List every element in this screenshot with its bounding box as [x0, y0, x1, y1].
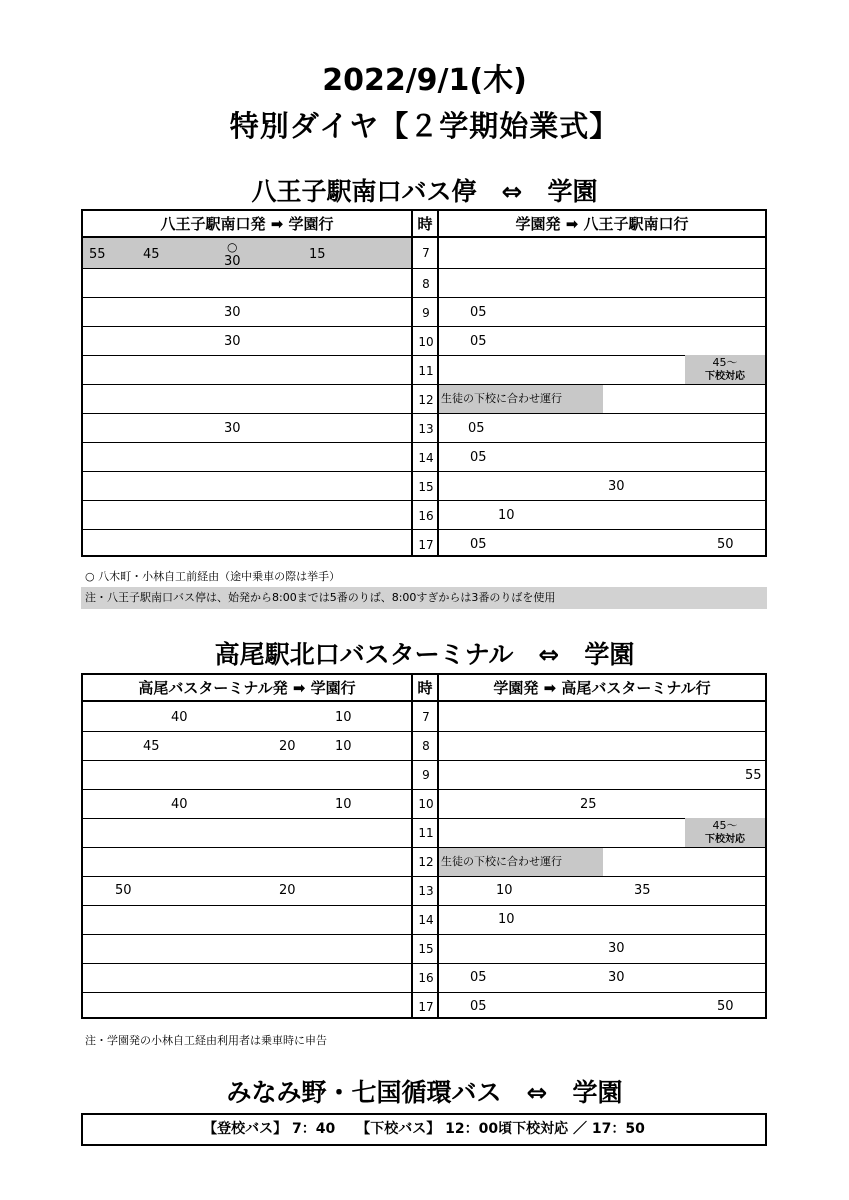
time-value: 30	[224, 334, 241, 349]
hour-cell: 16	[418, 509, 434, 523]
section3-info: 【登校バス】 7：40 【下校バス】 12：00頃下校対応 ／ 17：50	[81, 1113, 767, 1146]
hour-cell: 13	[418, 884, 434, 898]
dismissal-note-box: 生徒の下校に合わせ運行	[439, 848, 603, 876]
time-value: 05	[468, 421, 485, 436]
box-label-top: 45～	[712, 819, 738, 832]
dismissal-note-box: 生徒の下校に合わせ運行	[439, 385, 603, 413]
time-value: 05	[470, 537, 487, 552]
hour-cell: 7	[422, 246, 430, 260]
s1-hour-header: 時	[411, 211, 439, 238]
page-date: 2022/9/1(木)	[322, 63, 527, 98]
hour-cell: 8	[422, 277, 430, 291]
hour-cell: 16	[418, 971, 434, 985]
hour-cell: 12	[418, 393, 434, 407]
time-value: 10	[498, 508, 515, 523]
s1-left-header: 八王子駅南口発 ➡ 学園行	[83, 211, 411, 238]
time-value: 05	[470, 970, 487, 985]
box-label-bottom: 下校対応	[705, 834, 745, 845]
hour-cell: 14	[418, 913, 434, 927]
hour-cell: 10	[418, 335, 434, 349]
s2-hour-header: 時	[411, 675, 439, 702]
hour-cell: 9	[422, 768, 430, 782]
time-value: 30	[224, 421, 241, 436]
time-value: 30	[608, 479, 625, 494]
s2-left-header: 高尾バスターミナル発 ➡ 学園行	[83, 675, 411, 702]
time-value: 20	[279, 883, 296, 898]
section2-title: 高尾駅北口バスターミナル ⇔ 学園	[214, 640, 635, 669]
hour-cell: 17	[418, 1000, 434, 1014]
section2-note: 注・学園発の小林自工経由利用者は乗車時に申告	[85, 1034, 327, 1047]
time-value: 55	[745, 768, 762, 783]
time-value: 15	[309, 247, 326, 262]
time-value: 10	[498, 912, 515, 927]
dismissal-box	[685, 818, 765, 847]
via-circle-icon: ○	[227, 240, 238, 254]
time-value: 55	[89, 247, 106, 262]
time-value: 45	[143, 247, 160, 262]
time-value: 10	[335, 739, 352, 754]
time-value: 05	[470, 334, 487, 349]
time-value: 10	[496, 883, 513, 898]
time-value: 30	[608, 941, 625, 956]
hour-cell: 14	[418, 451, 434, 465]
hour-cell: 11	[418, 364, 434, 378]
section1-title: 八王子駅南口バス停 ⇔ 学園	[251, 177, 598, 206]
time-value: 30	[608, 970, 625, 985]
time-value: 05	[470, 305, 487, 320]
section2-timetable	[81, 673, 767, 1019]
time-value: 30	[224, 254, 241, 269]
hour-cell: 17	[418, 538, 434, 552]
page-title: 特別ダイヤ【２学期始業式】	[229, 109, 620, 143]
time-value: 20	[279, 739, 296, 754]
time-value: 25	[580, 797, 597, 812]
hour-cell: 15	[418, 942, 434, 956]
time-value: 10	[335, 797, 352, 812]
time-value: 30	[224, 305, 241, 320]
time-value: 05	[470, 450, 487, 465]
box-label-top: 45～	[712, 356, 738, 369]
hour-cell: 9	[422, 306, 430, 320]
hour-cell: 10	[418, 797, 434, 811]
time-value: 50	[115, 883, 132, 898]
time-value: 45	[143, 739, 160, 754]
section1-note: 注・八王子駅南口バス停は、始発から8:00までは5番のりば、8:00すぎからは3番のりばを使用	[81, 587, 767, 609]
section3-title: みなみ野・七国循環バス ⇔ 学園	[226, 1078, 623, 1107]
time-value: 50	[717, 999, 734, 1014]
dismissal-box	[685, 355, 765, 384]
box-label-bottom: 下校対応	[705, 371, 745, 382]
time-value: 10	[335, 710, 352, 725]
time-value: 35	[634, 883, 651, 898]
s1-right-header: 学園発 ➡ 八王子駅南口行	[439, 211, 765, 238]
section1-legend: ○ 八木町・小林自工前経由（途中乗車の際は挙手）	[85, 570, 341, 583]
hour-cell: 7	[422, 710, 430, 724]
hour-cell: 11	[418, 826, 434, 840]
time-value: 50	[717, 537, 734, 552]
time-value: 40	[171, 797, 188, 812]
hour-cell: 15	[418, 480, 434, 494]
s2-right-header: 学園発 ➡ 高尾バスターミナル行	[439, 675, 765, 702]
hour-cell: 13	[418, 422, 434, 436]
time-value: 05	[470, 999, 487, 1014]
hour-cell: 12	[418, 855, 434, 869]
hour-cell: 8	[422, 739, 430, 753]
time-value: 40	[171, 710, 188, 725]
section1-timetable	[81, 209, 767, 557]
